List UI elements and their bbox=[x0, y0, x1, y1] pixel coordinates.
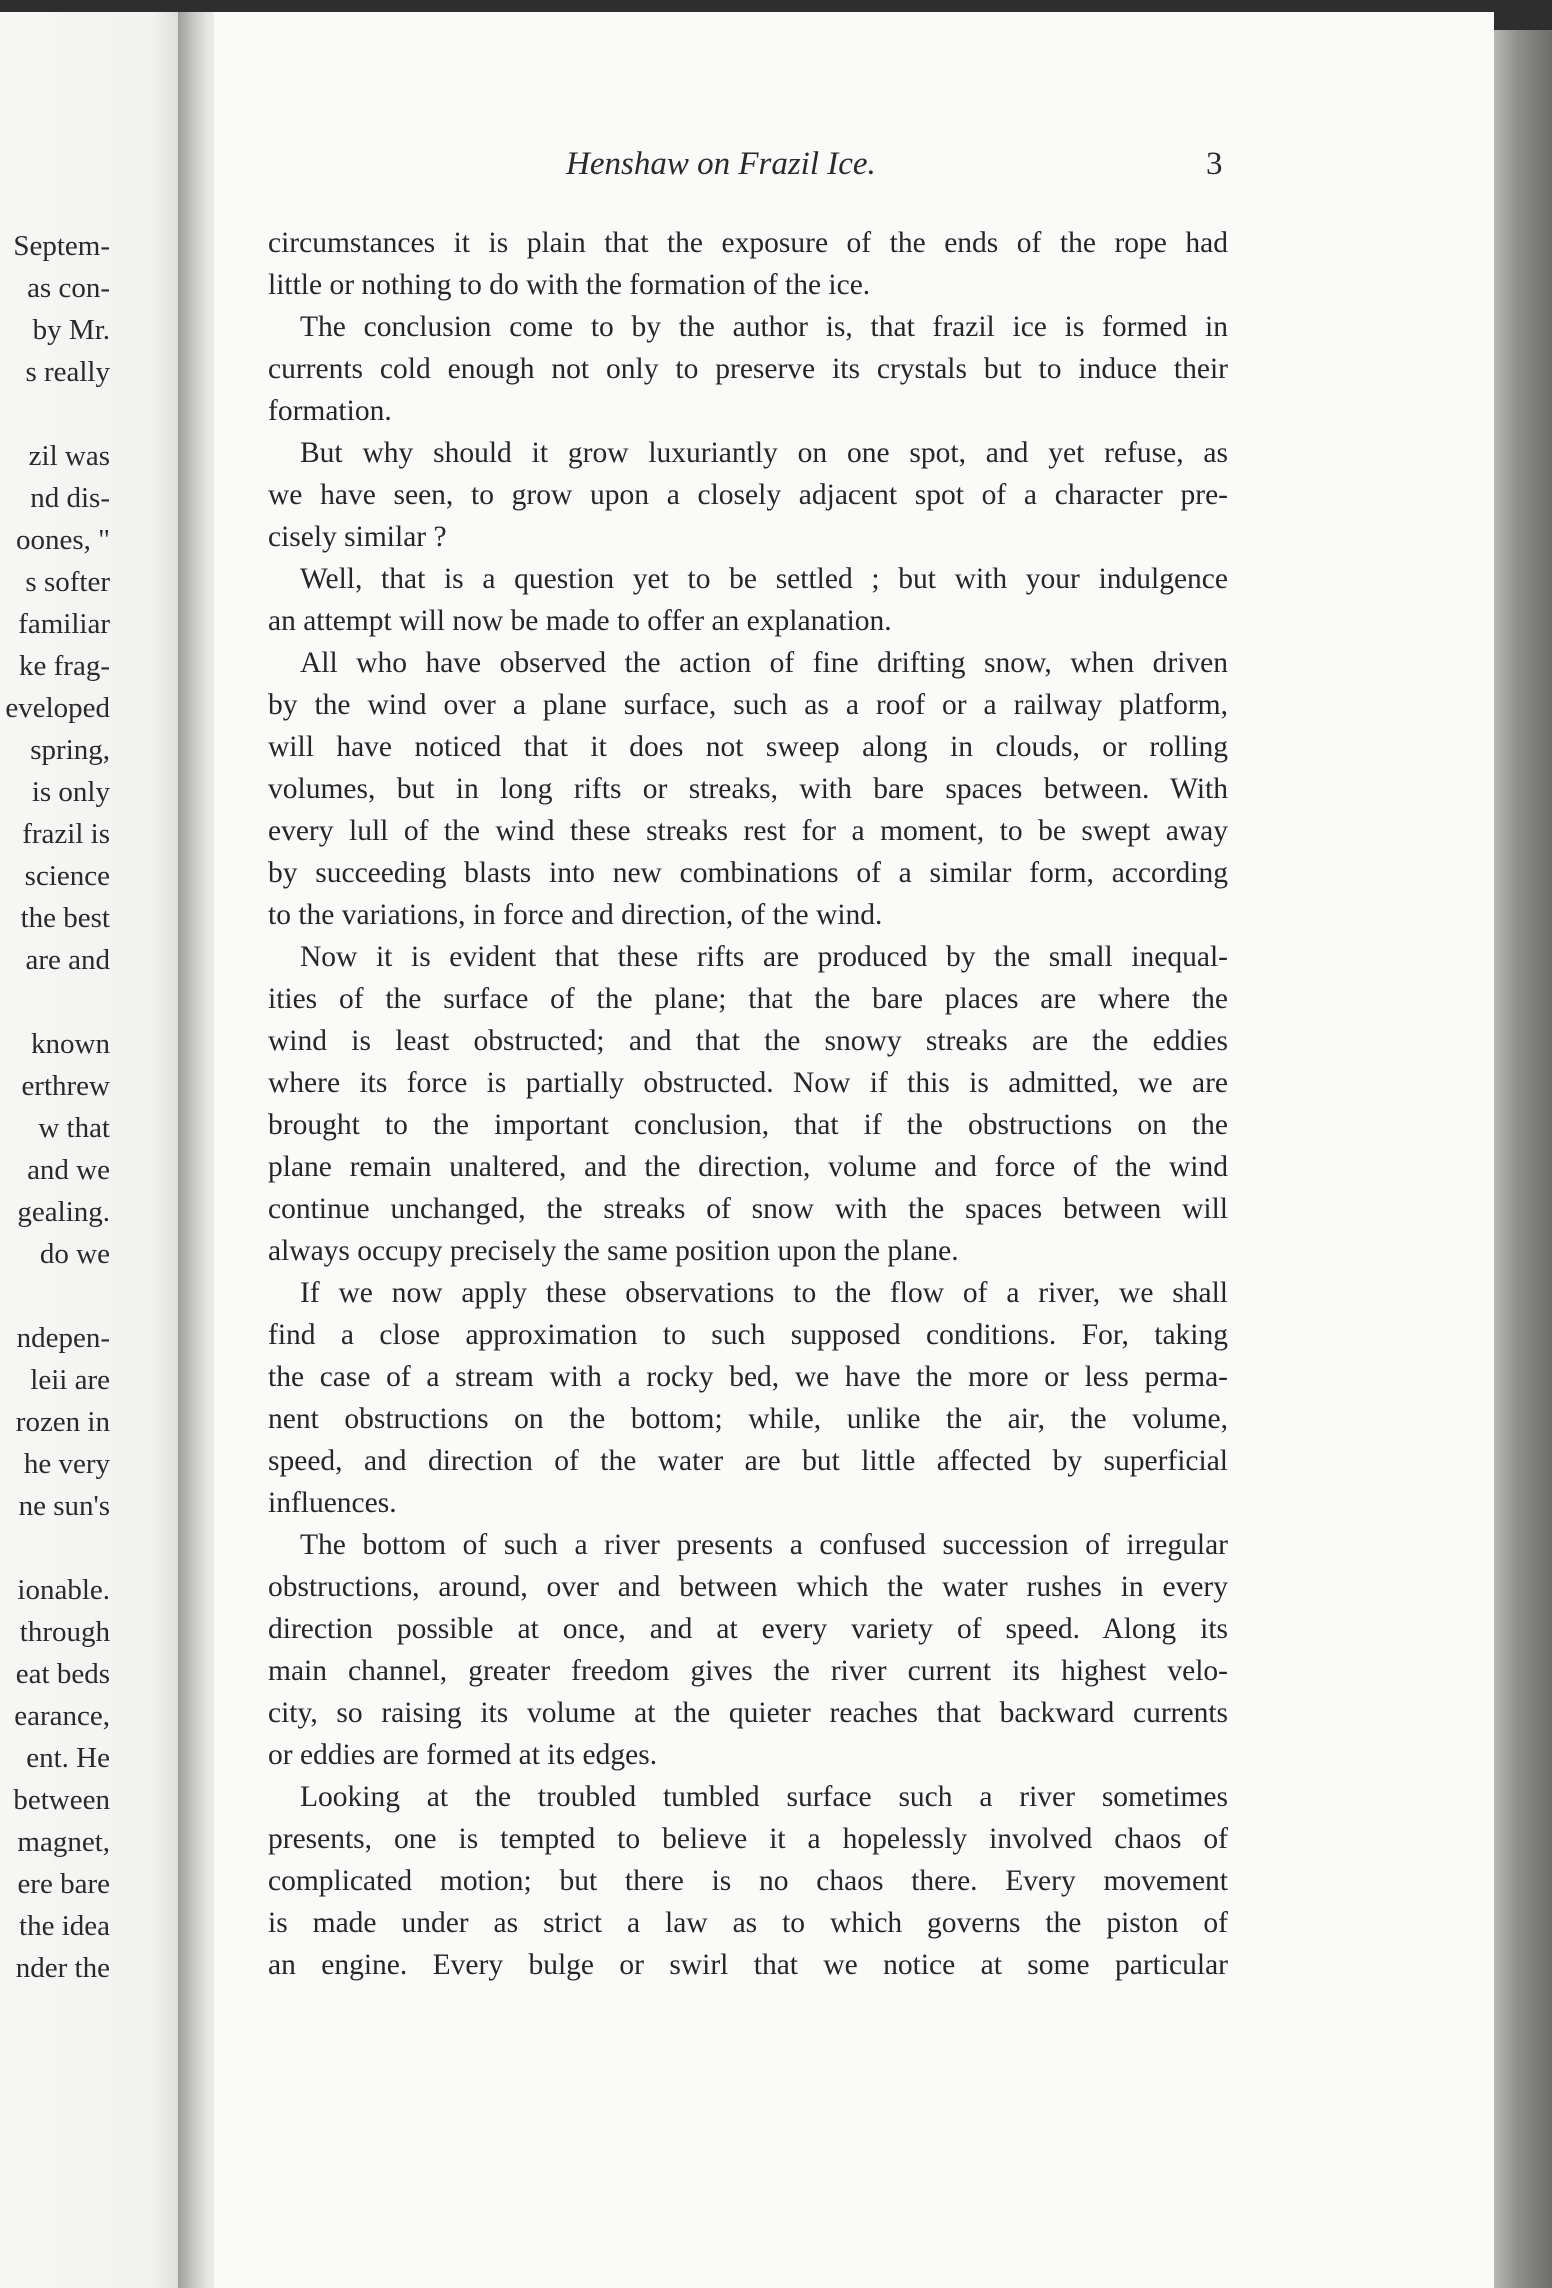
left-page-line: w that bbox=[38, 1112, 110, 1144]
text-line: by the wind over a plane surface, such as a roof or a railway platform, bbox=[268, 689, 1228, 721]
left-page-line: eveloped bbox=[5, 692, 110, 724]
left-page-line: eat beds bbox=[15, 1658, 110, 1690]
left-page-line: frazil is bbox=[22, 818, 110, 850]
text-line: cisely similar ? bbox=[268, 521, 447, 553]
text-line: is made under as strict a law as to which governs the piston of bbox=[268, 1907, 1228, 1939]
left-page-line: between bbox=[13, 1784, 110, 1816]
left-page-line: rozen in bbox=[15, 1406, 110, 1438]
text-line: obstructions, around, over and between which the water rushes in every bbox=[268, 1571, 1228, 1603]
text-line: Well, that is a question yet to be settled ; but with your indulgence bbox=[300, 563, 1228, 595]
text-line: influences. bbox=[268, 1487, 397, 1519]
text-line: an engine. Every bulge or swirl that we notice at some particular bbox=[268, 1949, 1228, 1981]
left-page-line: ent. He bbox=[26, 1742, 110, 1774]
left-page-line: magnet, bbox=[17, 1826, 110, 1858]
left-page-line: ke frag- bbox=[19, 650, 110, 682]
left-page-line: earance, bbox=[14, 1700, 110, 1732]
text-line: Looking at the troubled tumbled surface such a river sometimes bbox=[300, 1781, 1228, 1813]
text-line: The bottom of such a river presents a confused succession of irregular bbox=[300, 1529, 1228, 1561]
text-line: ities of the surface of the plane; that the bare places are where the bbox=[268, 983, 1228, 1015]
body-text bbox=[268, 222, 1228, 1986]
left-page-line: known bbox=[31, 1028, 110, 1060]
left-page-line: by Mr. bbox=[32, 314, 110, 346]
text-line: will have noticed that it does not sweep along in clouds, or rolling bbox=[268, 731, 1228, 763]
left-page-line: oones, " bbox=[16, 524, 110, 556]
left-page-line: ndepen- bbox=[16, 1322, 110, 1354]
text-line: If we now apply these observations to the flow of a river, we shall bbox=[300, 1277, 1228, 1309]
text-line: circumstances it is plain that the exposure of the ends of the rope had bbox=[268, 227, 1228, 259]
left-page-line: science bbox=[24, 860, 110, 892]
text-line: brought to the important conclusion, that if the obstructions on the bbox=[268, 1109, 1228, 1141]
left-page-line: nder the bbox=[15, 1952, 110, 1984]
left-page-line: and we bbox=[27, 1154, 110, 1186]
left-page-line: as con- bbox=[27, 272, 110, 304]
left-page-line: s softer bbox=[25, 566, 110, 598]
left-page-line: familiar bbox=[18, 608, 110, 640]
text-line: little or nothing to do with the formation of the ice. bbox=[268, 269, 871, 301]
left-page-line: do we bbox=[39, 1238, 110, 1270]
text-line: nent obstructions on the bottom; while, unlike the air, the volume, bbox=[268, 1403, 1228, 1435]
text-line: continue unchanged, the streaks of snow with the spaces between will bbox=[268, 1193, 1228, 1225]
left-page-line: s really bbox=[25, 356, 110, 388]
left-page-line: ere bare bbox=[17, 1868, 110, 1900]
page-edge-shadow bbox=[1494, 30, 1552, 2288]
left-page-line: are and bbox=[25, 944, 110, 976]
text-line: direction possible at once, and at every variety of speed. Along its bbox=[268, 1613, 1228, 1645]
left-page-line: spring, bbox=[30, 734, 110, 766]
text-line: volumes, but in long rifts or streaks, with bare spaces between. With bbox=[268, 773, 1228, 805]
left-page-line: the idea bbox=[19, 1910, 110, 1942]
left-page-line: is only bbox=[31, 776, 110, 808]
text-line: the case of a stream with a rocky bed, we have the more or less perma- bbox=[268, 1361, 1228, 1393]
text-line: city, so raising its volume at the quieter reaches that backward currents bbox=[268, 1697, 1228, 1729]
left-facing-page bbox=[0, 12, 190, 2288]
left-page-line: Septem- bbox=[13, 230, 110, 262]
text-line: Now it is evident that these rifts are produced by the small inequal- bbox=[300, 941, 1228, 973]
text-line: All who have observed the action of fine drifting snow, when driven bbox=[300, 647, 1228, 679]
left-page-line: the best bbox=[20, 902, 110, 934]
left-page-line: he very bbox=[23, 1448, 110, 1480]
left-page-line: nd dis- bbox=[30, 482, 110, 514]
left-page-line: leii are bbox=[30, 1364, 110, 1396]
text-line: where its force is partially obstructed. Now if this is admitted, we are bbox=[268, 1067, 1228, 1099]
text-line: we have seen, to grow upon a closely adjacent spot of a character pre- bbox=[268, 479, 1228, 511]
text-line: presents, one is tempted to believe it a hopelessly involved chaos of bbox=[268, 1823, 1228, 1855]
text-line: currents cold enough not only to preserve its crystals but to induce their bbox=[268, 353, 1228, 385]
text-line: wind is least obstructed; and that the snowy streaks are the eddies bbox=[268, 1025, 1228, 1057]
left-page-text bbox=[5, 225, 110, 1989]
text-line: The conclusion come to by the author is, that frazil ice is formed in bbox=[300, 311, 1228, 343]
text-line: plane remain unaltered, and the direction, volume and force of the wind bbox=[268, 1151, 1228, 1183]
text-line: or eddies are formed at its edges. bbox=[268, 1739, 658, 1771]
text-line: an attempt will now be made to offer an explanation. bbox=[268, 605, 892, 637]
left-page-line: gealing. bbox=[17, 1196, 110, 1228]
text-line: speed, and direction of the water are but little affected by superficial bbox=[268, 1445, 1228, 1477]
text-line: formation. bbox=[268, 395, 392, 427]
text-line: every lull of the wind these streaks rest for a moment, to be swept away bbox=[268, 815, 1228, 847]
text-line: to the variations, in force and direction, of the wind. bbox=[268, 899, 883, 931]
text-line: always occupy precisely the same position upon the plane. bbox=[268, 1235, 959, 1267]
left-page-line: erthrew bbox=[21, 1070, 110, 1102]
left-page-line: zil was bbox=[28, 440, 110, 472]
text-line: find a close approximation to such supposed conditions. For, taking bbox=[268, 1319, 1228, 1351]
text-line: But why should it grow luxuriantly on one spot, and yet refuse, as bbox=[300, 437, 1228, 469]
text-line: by succeeding blasts into new combinations of a similar form, according bbox=[268, 857, 1228, 889]
text-line: main channel, greater freedom gives the river current its highest velo- bbox=[268, 1655, 1228, 1687]
left-page-line: ionable. bbox=[17, 1574, 110, 1606]
left-page-line: through bbox=[19, 1616, 110, 1648]
running-head: Henshaw on Frazil Ice. bbox=[566, 146, 876, 182]
left-page-line: ne sun's bbox=[18, 1490, 110, 1522]
page-number: 3 bbox=[1206, 146, 1223, 182]
text-line: complicated motion; but there is no chaos there. Every movement bbox=[268, 1865, 1228, 1897]
